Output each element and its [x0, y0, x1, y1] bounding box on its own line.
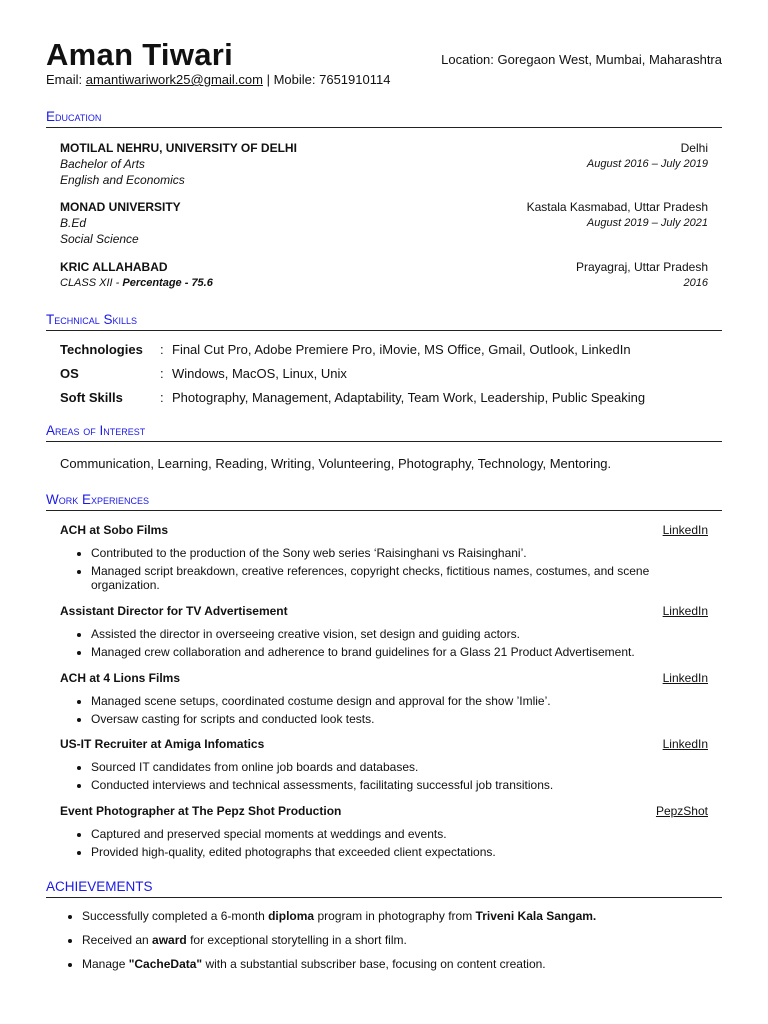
emphasis: Triveni Kala Sangam.	[475, 909, 597, 923]
school-place: Kastala Kasmabad, Uttar Pradesh	[526, 200, 708, 214]
job-bullet: • Conducted interviews and technical assessments, facilitating successful job transitions.	[91, 778, 708, 792]
job-bullet: • Managed script breakdown, creative references, copyright checks, fictitious names, costumes, and scene organization.	[91, 564, 708, 592]
job-entry	[60, 803, 708, 863]
degree: Bachelor of Arts	[60, 157, 145, 171]
job-link[interactable]: LinkedIn	[662, 523, 708, 537]
education-entry	[60, 199, 708, 247]
email-link[interactable]: amantiwariwork25@gmail.com	[85, 72, 263, 87]
skills-table	[60, 338, 645, 410]
interests-section	[46, 422, 722, 442]
job-link[interactable]: PepzShot	[655, 804, 708, 818]
percentage: Percentage - 75.6	[122, 277, 213, 289]
skill-value: Photography, Management, Adaptability, Team Work, Leadership, Public Speaking	[172, 390, 646, 405]
job-role: US-IT Recruiter at Amiga Infomatics	[60, 737, 265, 751]
interests-heading: Areas of Interest	[46, 422, 722, 442]
skills-row	[60, 386, 645, 410]
degree: B.Ed	[60, 216, 87, 230]
skill-value: Final Cut Pro, Adobe Premiere Pro, iMovie, MS Office, Gmail, Outlook, LinkedIn	[172, 342, 631, 357]
text: for exceptional storytelling in a short film.	[186, 933, 407, 947]
school-place: Delhi	[680, 141, 708, 155]
job-bullet: • Captured and preserved special moments at weddings and events.	[91, 827, 708, 841]
emphasis: "CacheData"	[128, 957, 203, 971]
job-role: ACH at 4 Lions Films	[60, 671, 181, 685]
job-bullet: • Sourced IT candidates from online job boards and databases.	[91, 760, 708, 774]
mobile: Mobile: 7651910114	[273, 72, 391, 87]
colon: :	[160, 342, 164, 357]
skills-section	[46, 311, 722, 331]
dates: August 2016 – July 2019	[586, 158, 708, 170]
job-entry	[60, 603, 708, 663]
job-link[interactable]: LinkedIn	[662, 737, 708, 751]
dates: August 2019 – July 2021	[586, 217, 708, 229]
achievements-section	[46, 878, 722, 898]
email-label: Email:	[46, 72, 83, 87]
achievement-item	[82, 932, 596, 948]
field: Social Science	[60, 232, 139, 246]
contact-separator: |	[266, 72, 270, 87]
work-section	[46, 491, 722, 511]
interests-text: Communication, Learning, Reading, Writing, Volunteering, Photography, Technology, Mentoring.	[60, 456, 612, 471]
colon: :	[160, 366, 164, 381]
education-section	[46, 108, 722, 128]
job-bullet: • Managed scene setups, coordinated costume design and approval for the show ’Imlie’.	[91, 694, 708, 708]
location: Location: Goregaon West, Mumbai, Maharashtra	[441, 52, 722, 67]
text: Successfully completed a 6-month	[82, 909, 269, 923]
skill-key: OS	[60, 366, 79, 381]
dates: 2016	[683, 277, 708, 289]
education-heading: Education	[46, 108, 722, 128]
achievement-item	[82, 956, 596, 972]
emphasis: award	[152, 933, 187, 947]
job-bullet: • Assisted the director in overseeing creative vision, set design and guiding actors.	[91, 627, 708, 641]
resume-header	[46, 0, 722, 96]
skills-heading: Technical Skills	[46, 311, 722, 331]
text: with a substantial subscriber base, focusing on content creation.	[202, 957, 546, 971]
colon: :	[160, 390, 164, 405]
text: Manage	[82, 957, 129, 971]
job-link[interactable]: LinkedIn	[662, 671, 708, 685]
skill-key: Technologies	[60, 342, 143, 357]
degree: CLASS XII -	[60, 277, 120, 289]
school-place: Prayagraj, Uttar Pradesh	[575, 260, 708, 274]
skill-key: Soft Skills	[60, 390, 123, 405]
field: English and Economics	[60, 173, 185, 187]
job-entry	[60, 670, 708, 730]
skills-row	[60, 338, 645, 362]
text: Received an	[82, 933, 153, 947]
achievements-list	[68, 908, 596, 980]
job-role: Assistant Director for TV Advertisement	[60, 604, 288, 618]
emphasis: diploma	[268, 909, 315, 923]
job-link[interactable]: LinkedIn	[662, 604, 708, 618]
education-entry	[60, 140, 708, 188]
job-bullet: • Contributed to the production of the Sony web series ‘Raisinghani vs Raisinghani’.	[91, 546, 708, 560]
job-entry	[60, 522, 708, 596]
school-name: MONAD UNIVERSITY	[60, 200, 181, 214]
job-bullet: • Provided high-quality, edited photographs that exceeded client expectations.	[91, 845, 708, 859]
job-entry	[60, 736, 708, 796]
job-bullet: • Managed crew collaboration and adherence to brand guidelines for a Glass 21 Product Advertisement.	[91, 645, 708, 659]
contact-line	[46, 72, 390, 87]
job-role: Event Photographer at The Pepz Shot Production	[60, 804, 342, 818]
job-role: ACH at Sobo Films	[60, 523, 169, 537]
skills-row	[60, 362, 645, 386]
achievements-heading: ACHIEVEMENTS	[46, 878, 722, 898]
education-entry	[60, 259, 708, 291]
school-name: KRIC ALLAHABAD	[60, 260, 168, 274]
candidate-name: Aman Tiwari	[46, 37, 234, 72]
job-bullet: • Oversaw casting for scripts and conducted look tests.	[91, 712, 708, 726]
school-name: MOTILAL NEHRU, UNIVERSITY OF DELHI	[60, 141, 297, 155]
resume-page	[46, 0, 722, 971]
achievement-item	[82, 908, 596, 924]
work-heading: Work Experiences	[46, 491, 722, 511]
text: program in photography from	[314, 909, 476, 923]
skill-value: Windows, MacOS, Linux, Unix	[172, 366, 347, 381]
